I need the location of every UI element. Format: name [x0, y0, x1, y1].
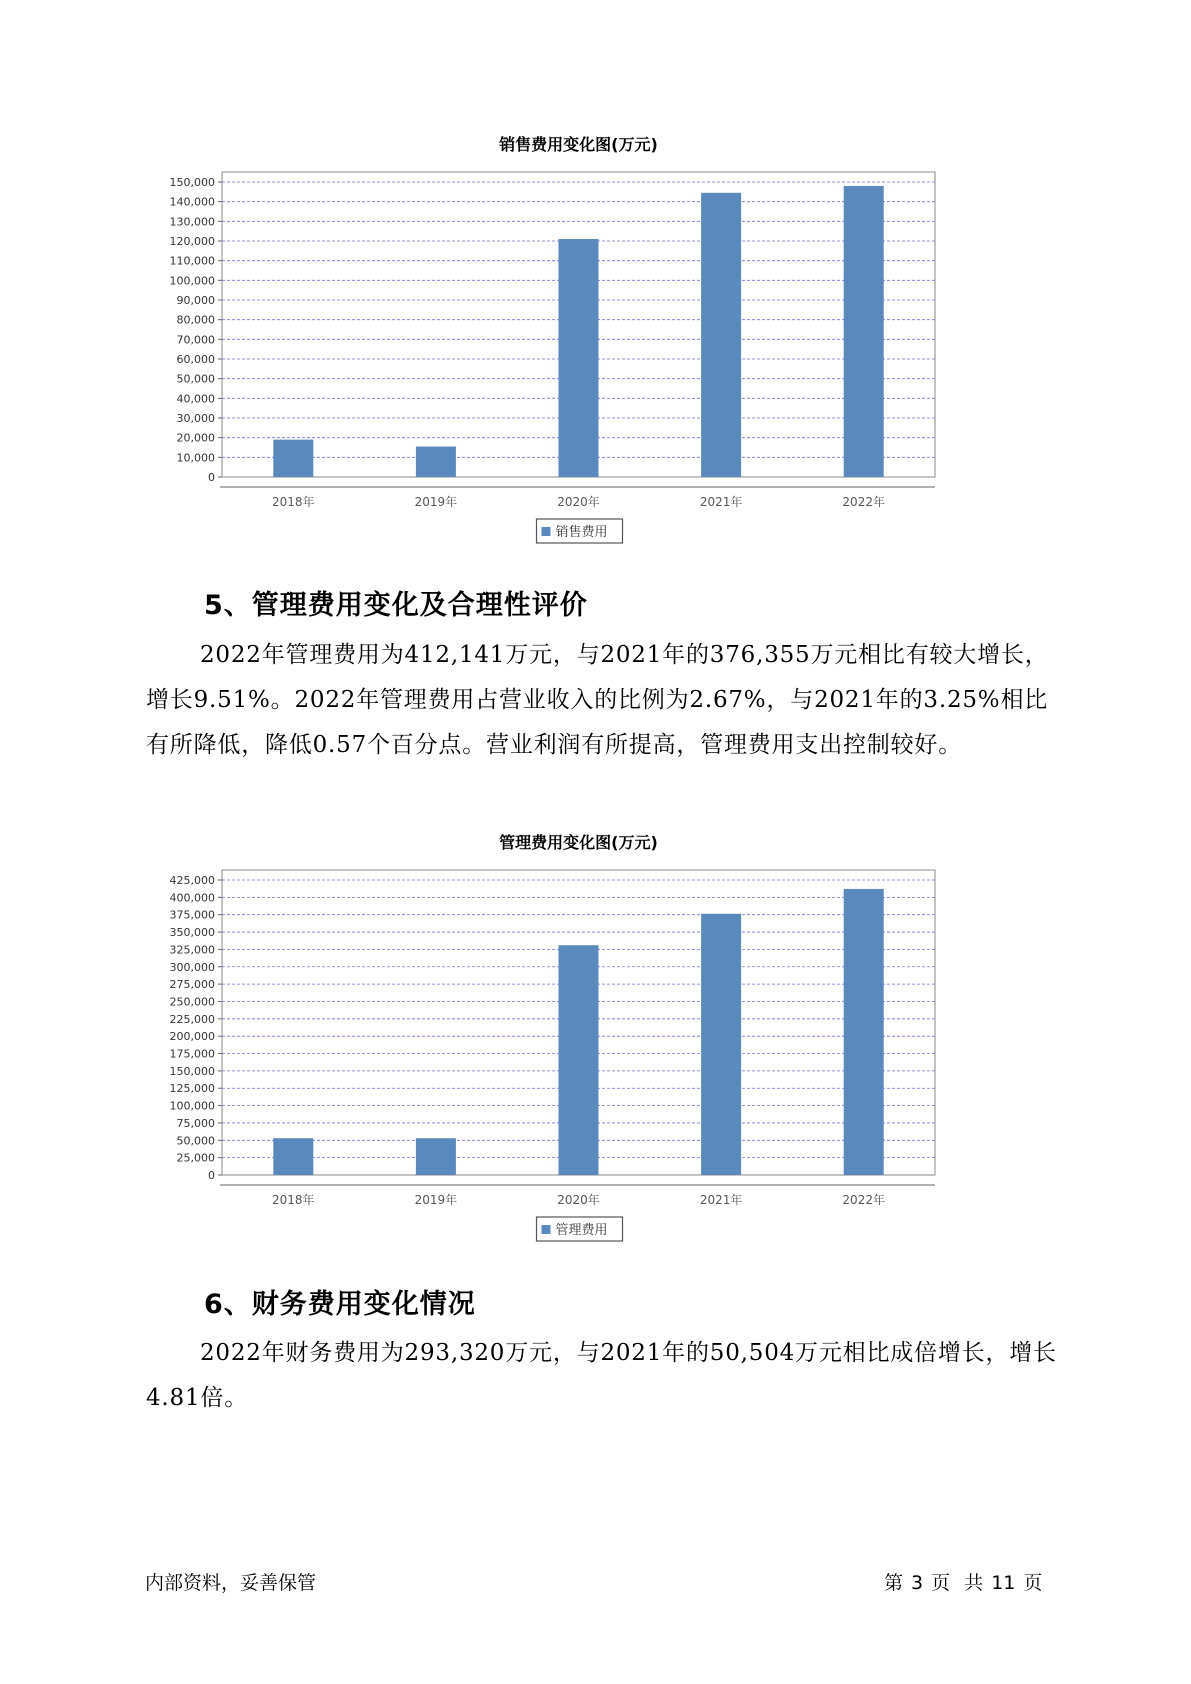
y-tick-label: 125,000 [169, 1082, 215, 1096]
admin-expense-chart [160, 828, 1030, 1248]
admin-expense-chart-svg [160, 828, 1030, 1248]
x-tick-label: 2018年 [272, 1193, 315, 1207]
bar-2021年 [701, 914, 741, 1175]
legend [537, 519, 623, 543]
legend-swatch [542, 527, 551, 536]
chart-title: 销售费用变化图(万元) [499, 135, 658, 154]
x-tick-label: 2022年 [842, 1193, 885, 1207]
y-tick-label: 120,000 [169, 235, 215, 248]
x-tick-label: 2020年 [557, 495, 600, 509]
y-tick-label: 175,000 [169, 1047, 215, 1061]
bar-2019年 [416, 1138, 456, 1175]
section5-paragraph: 2022年管理费用为412,141万元，与2021年的376,355万元相比有较大增长，增长9.51%。2022年管理费用占营业收入的比例为2.67%，与2021年的3.25%相比有所降低，降低0.57个百分点。营业利润有所提高，管理费用支出控制较好。 [146, 642, 1049, 758]
x-tick-label: 2021年 [699, 1193, 743, 1207]
x-tick-label: 2020年 [557, 1193, 600, 1207]
y-tick-label: 90,000 [176, 294, 215, 307]
y-tick-label: 70,000 [176, 333, 215, 347]
y-tick-label: 375,000 [169, 908, 215, 922]
y-tick-label: 30,000 [176, 412, 215, 425]
y-tick-label: 425,000 [169, 874, 215, 887]
legend-label: 管理费用 [555, 1223, 608, 1238]
y-tick-label: 150,000 [169, 1064, 215, 1078]
y-tick-label: 130,000 [169, 215, 215, 229]
footer-total-label: 共 [964, 1572, 984, 1594]
section5-heading: 5、管理费用变化及合理性评价 [204, 590, 588, 621]
sales-expense-chart [160, 130, 1030, 550]
footer-page-label-2: 页 [931, 1572, 951, 1594]
sales-expense-chart-svg [160, 130, 1030, 550]
bar-2022年 [844, 889, 884, 1175]
y-tick-label: 250,000 [169, 995, 215, 1009]
y-tick-label: 25,000 [176, 1151, 215, 1165]
y-tick-label: 80,000 [176, 313, 215, 327]
bar-2021年 [701, 193, 741, 477]
y-tick-label: 50,000 [176, 372, 215, 386]
y-tick-label: 20,000 [176, 431, 215, 445]
legend-label: 销售费用 [555, 525, 608, 540]
x-tick-label: 2022年 [842, 495, 885, 509]
section6-paragraph: 2022年财务费用为293,320万元，与2021年的50,504万元相比成倍增长，增长4.81倍。 [146, 1340, 1057, 1411]
x-tick-label: 2019年 [414, 1193, 458, 1207]
footer-total-pages: 11 [991, 1572, 1016, 1594]
legend [537, 1217, 623, 1241]
y-tick-label: 10,000 [176, 451, 215, 465]
y-tick-label: 100,000 [169, 1099, 215, 1113]
y-tick-label: 200,000 [169, 1030, 215, 1044]
x-tick-label: 2019年 [414, 495, 458, 509]
x-tick-label: 2018年 [272, 495, 315, 509]
footer-confidential: 内部资料，妥善保管 [145, 1572, 317, 1594]
bar-2019年 [416, 447, 456, 477]
y-tick-label: 400,000 [169, 891, 215, 905]
footer-page-info [880, 1568, 1046, 1595]
section6-heading: 6、财务费用变化情况 [204, 1289, 476, 1320]
bar-2020年 [559, 239, 599, 477]
bar-2020年 [559, 945, 599, 1175]
x-tick-label: 2021年 [699, 495, 743, 509]
y-tick-label: 50,000 [176, 1134, 215, 1148]
bar-2022年 [844, 186, 884, 477]
y-tick-label: 40,000 [176, 392, 215, 406]
y-tick-label: 275,000 [169, 978, 215, 992]
y-tick-label: 110,000 [169, 254, 215, 268]
y-tick-label: 225,000 [169, 1012, 215, 1026]
footer-page-label-3: 页 [1023, 1572, 1043, 1594]
y-tick-label: 325,000 [169, 943, 215, 957]
legend-swatch [542, 1225, 551, 1234]
footer-page-label-1: 第 [884, 1572, 904, 1594]
y-tick-label: 75,000 [176, 1116, 215, 1130]
bar-2018年 [273, 440, 313, 477]
y-tick-label: 150,000 [169, 176, 215, 189]
y-tick-label: 350,000 [169, 926, 215, 940]
y-tick-label: 60,000 [176, 353, 215, 366]
y-tick-label: 140,000 [169, 195, 215, 209]
footer-page-number: 3 [911, 1572, 924, 1594]
y-tick-label: 0 [208, 1169, 215, 1182]
chart-title: 管理费用变化图(万元) [499, 833, 658, 852]
y-tick-label: 100,000 [169, 274, 215, 288]
bar-2018年 [273, 1138, 313, 1175]
y-tick-label: 0 [208, 471, 215, 484]
y-tick-label: 300,000 [169, 960, 215, 974]
